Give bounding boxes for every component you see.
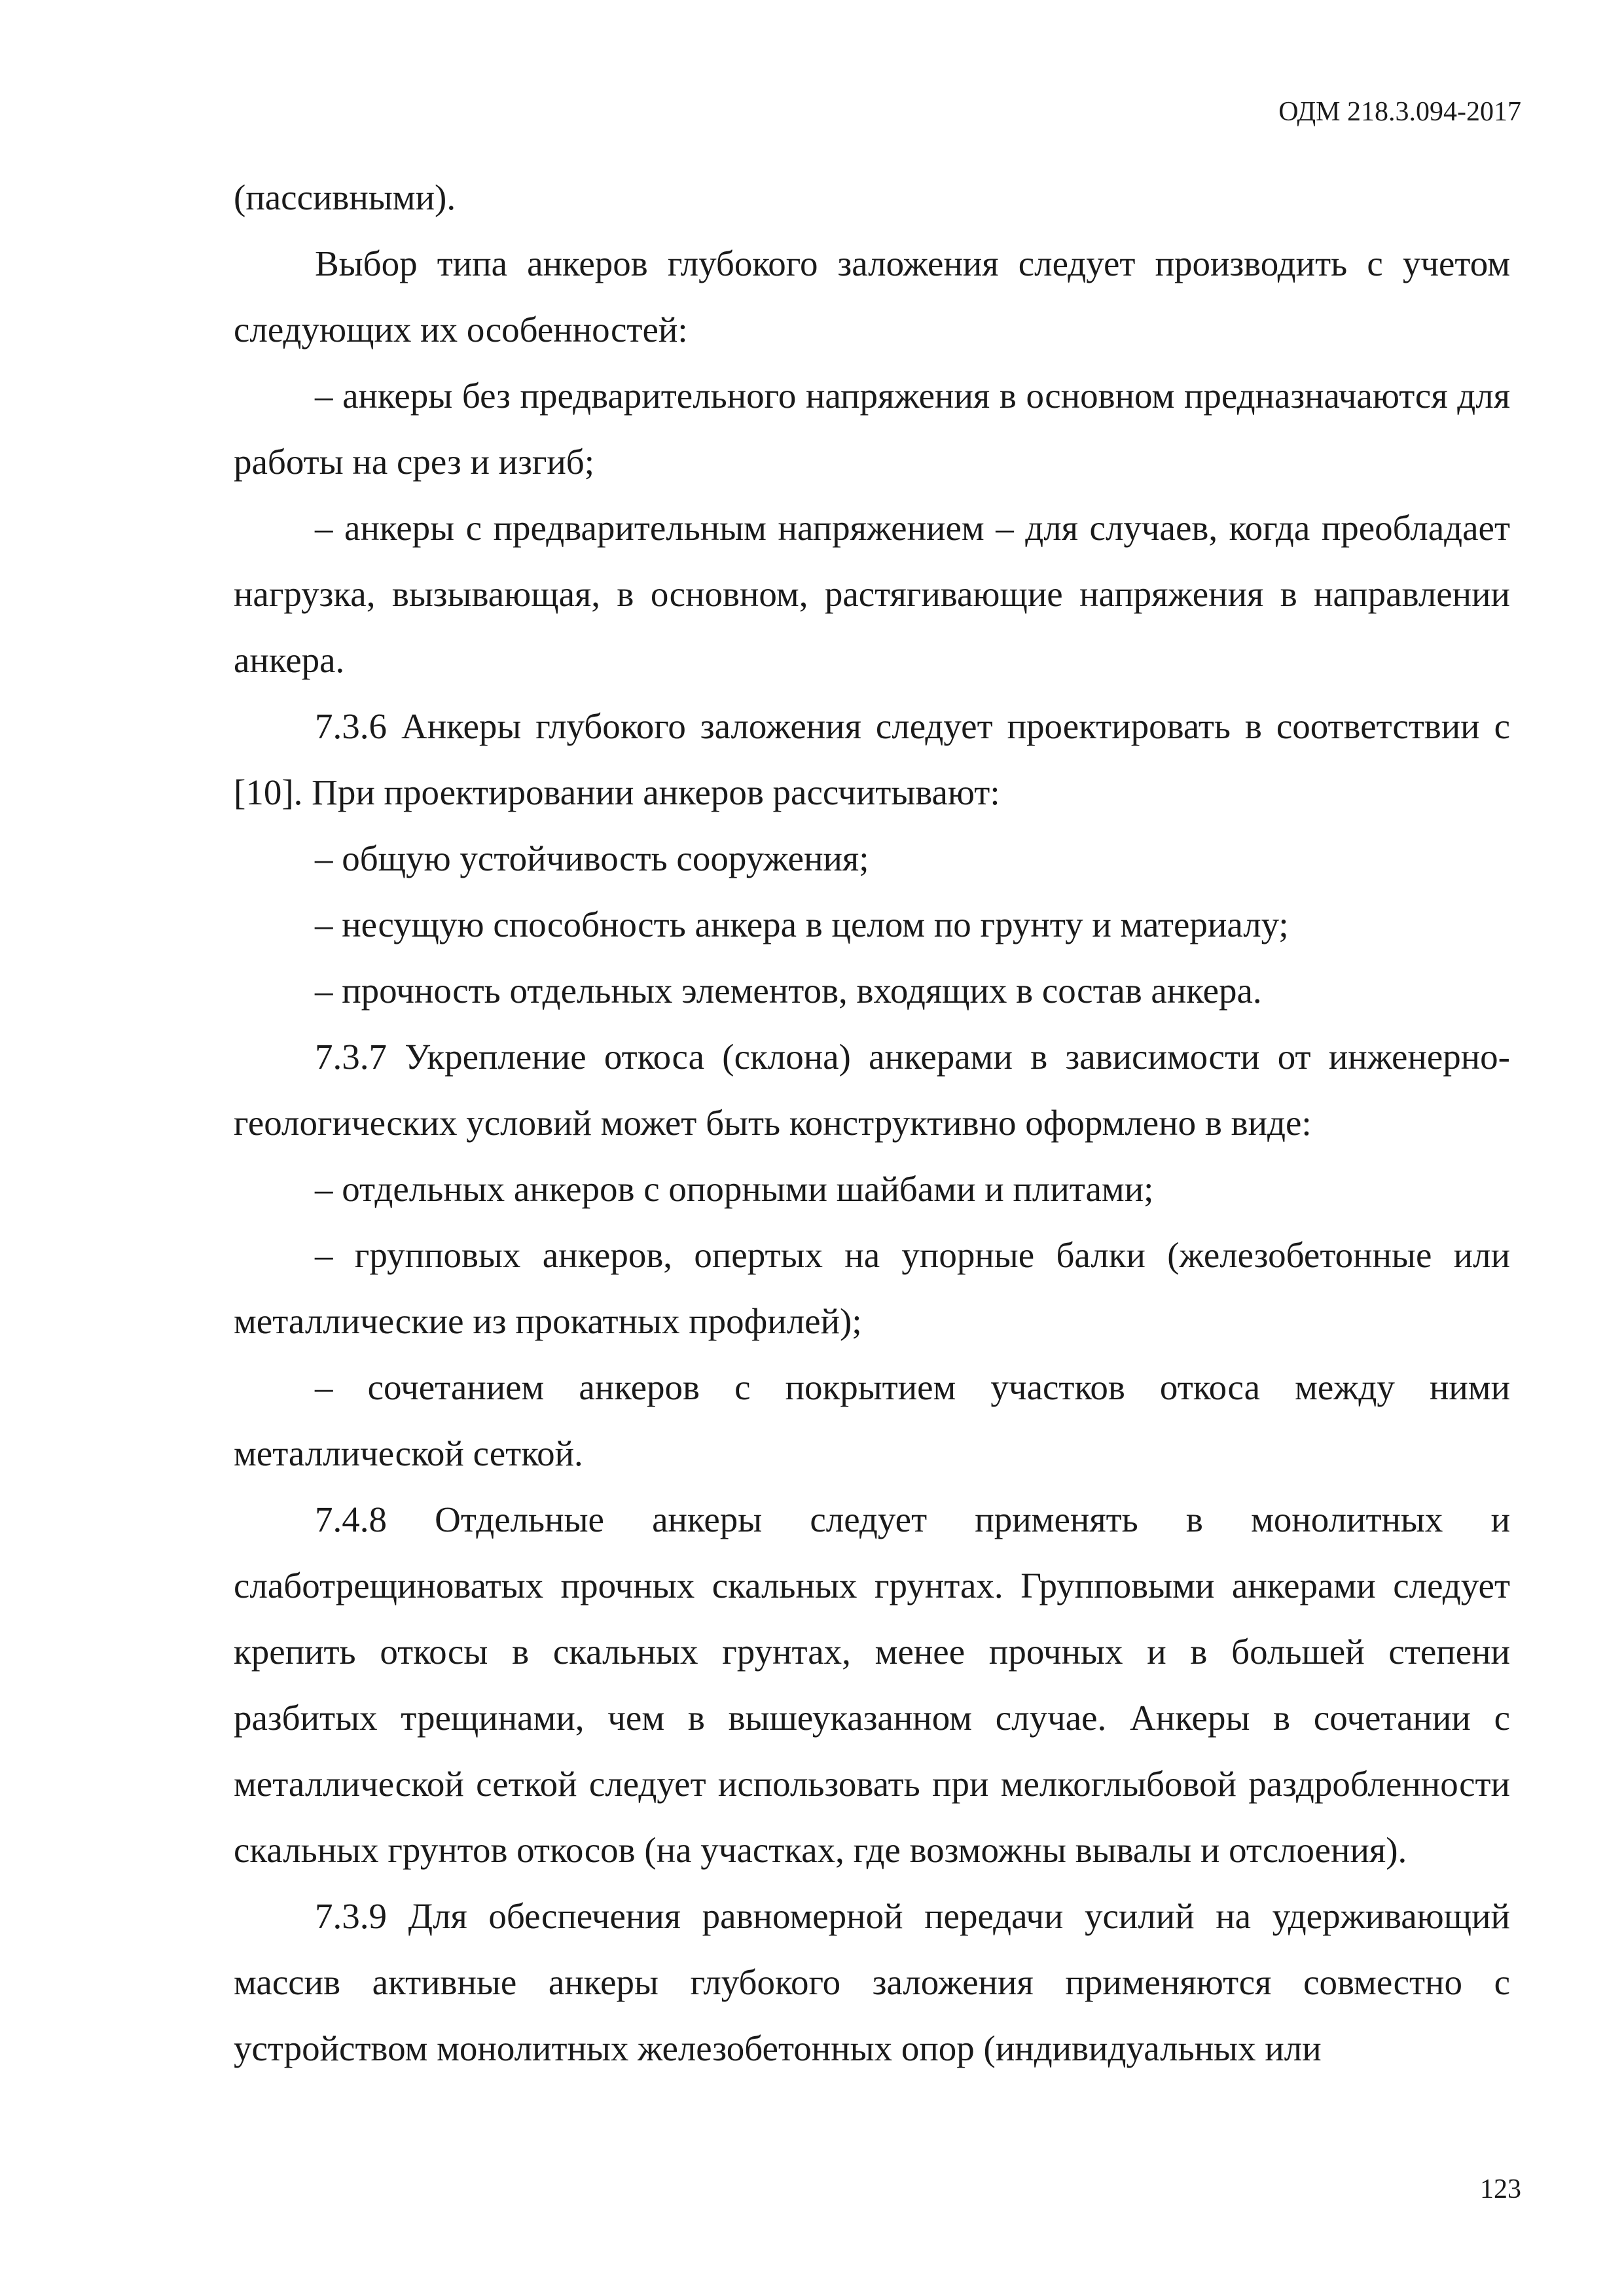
list-item-bearing-capacity: – несущую способность анкера в целом по грунту и материалу; — [315, 905, 1289, 944]
list-item-group-anchors: – групповых анкеров, опертых на упорные балки (железобетонные или металлические из прокатных профилей); — [234, 1235, 1510, 1341]
page-body — [234, 164, 1510, 2081]
list-item-stability: – общую устойчивость сооружения; — [315, 838, 869, 878]
list-item-prestressed: – анкеры с предварительным напряжением – для случаев, когда преобладает нагрузка, вызывающая, в основном, растягивающие напряжения в направлении анкера. — [234, 508, 1510, 680]
paragraph-7-4-8: 7.4.8 Отдельные анкеры следует применять в монолитных и слаботрещиноватых прочных скальных грунтах. Групповыми анкерами следует крепить откосы в скальных грунтах, менее прочных и в большей степени разбитых трещинами, чем в вышеуказанном случае. Анкеры в сочетании с металлической сеткой следует использовать при мелкоглыбовой раздробленности скальных грунтов откосов (на участках, где возможны вывалы и отслоения). — [234, 1499, 1510, 1870]
page-number: 123 — [1480, 2174, 1521, 2204]
list-item-single-anchors: – отдельных анкеров с опорными шайбами и плитами; — [315, 1169, 1154, 1209]
paragraph-7-3-6: 7.3.6 Анкеры глубокого заложения следует проектировать в соответствии с [10]. При проектировании анкеров рассчитывают: — [234, 706, 1510, 812]
paragraph-7-3-9: 7.3.9 Для обеспечения равномерной передачи усилий на удерживающий массив активные анкеры глубокого заложения применяются совместно с устройством монолитных железобетонных опор (индивидуальных или — [234, 1896, 1510, 2068]
paragraph-anchor-selection: Выбор типа анкеров глубокого заложения следует производить с учетом следующих их особенностей: — [234, 243, 1510, 350]
list-item-element-strength: – прочность отдельных элементов, входящих в состав анкера. — [315, 971, 1262, 1011]
list-item-no-prestress: – анкеры без предварительного напряжения в основном предназначаются для работы на срез и изгиб; — [234, 376, 1510, 482]
paragraph-continuation: (пассивными). — [234, 177, 456, 217]
paragraph-7-3-7: 7.3.7 Укрепление откоса (склона) анкерами в зависимости от инженерно-геологических условий может быть конструктивно оформлено в виде: — [234, 1037, 1510, 1143]
list-item-mesh-combination: – сочетанием анкеров с покрытием участков откоса между ними металлической сеткой. — [234, 1367, 1510, 1473]
document-code: ОДМ 218.3.094-2017 — [1278, 97, 1521, 127]
